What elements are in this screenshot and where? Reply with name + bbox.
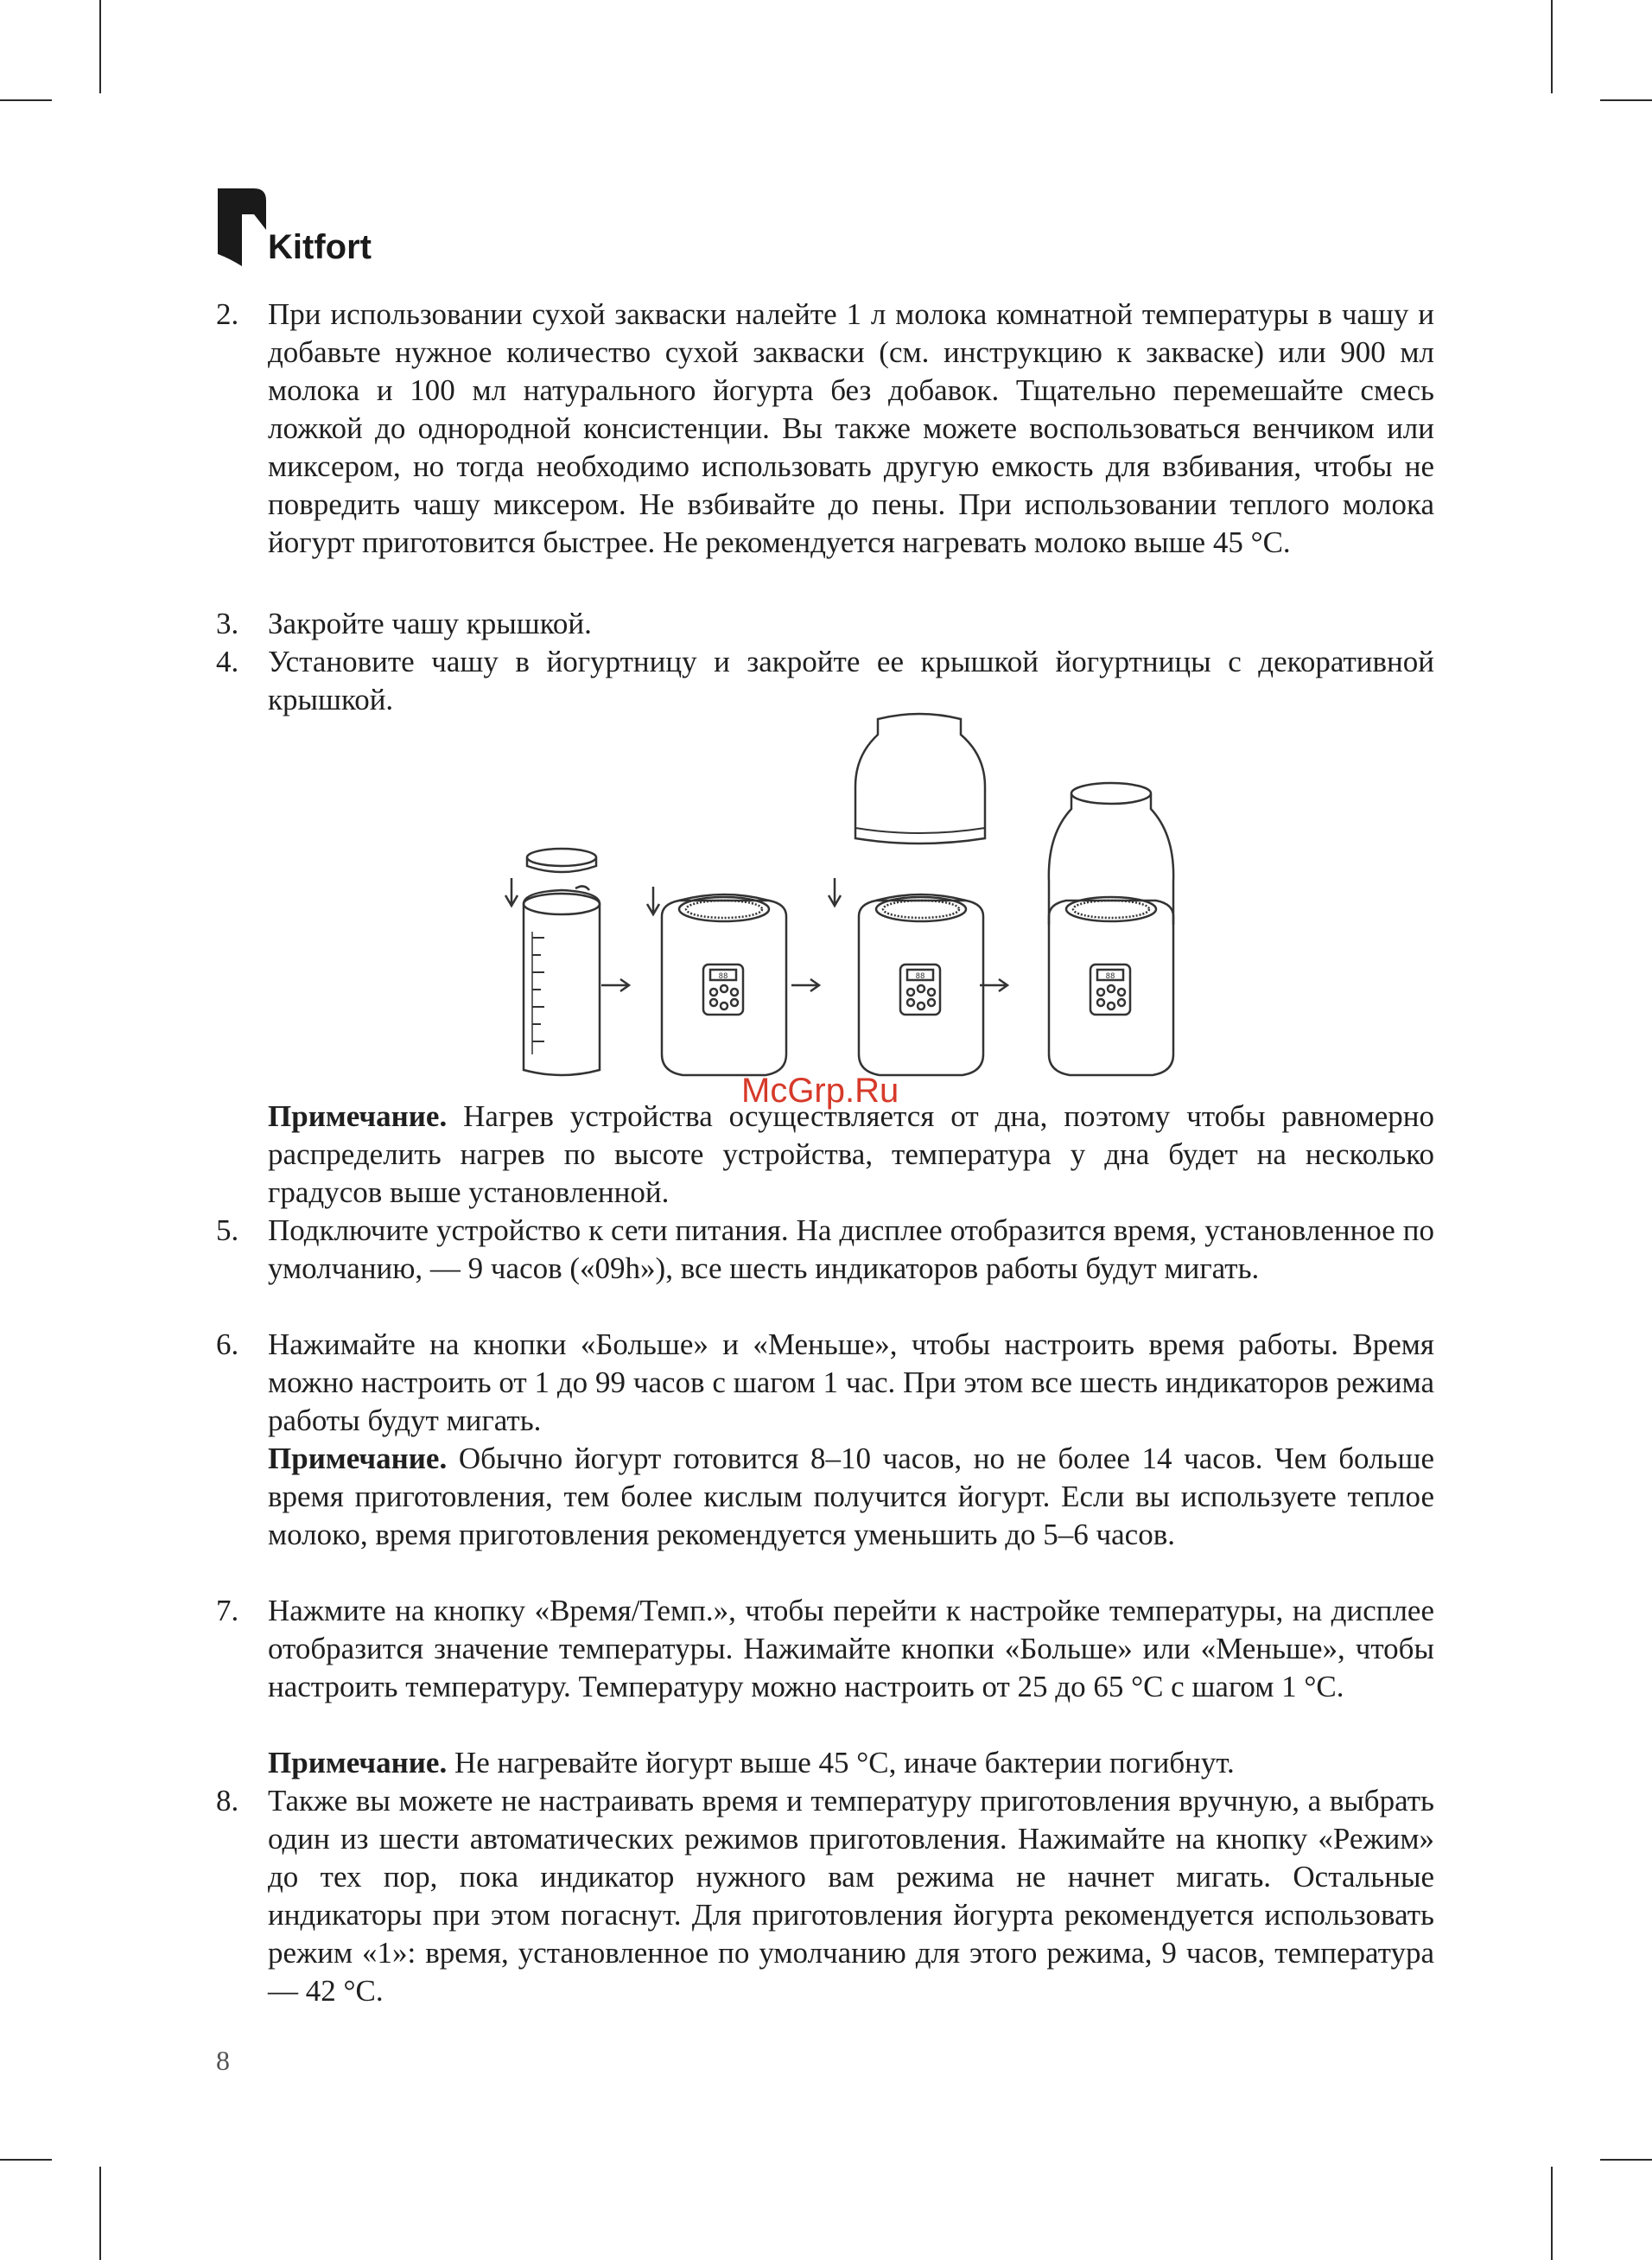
crop-mark (1551, 2167, 1553, 2260)
list-item (216, 1782, 1434, 2010)
step-text: Нажмите на кнопку «Время/Темп.», чтобы перейти к настройке температуры, на дисплее отобразится значение температуры. Нажимайте кнопки «Больше» или «Меньше», чтобы настроить температуру. Температуру можно настроить от 25 до 65 °C с шагом 1 °C. (268, 1594, 1434, 1703)
note (268, 1744, 1434, 1782)
list-item (216, 1212, 1434, 1288)
list-item (216, 605, 1434, 643)
device-display-readout: 88 (1105, 972, 1115, 981)
device-display-readout: 88 (718, 972, 728, 981)
note-label: Примечание. (268, 1099, 448, 1133)
step-number: 5. (216, 1213, 239, 1247)
note (268, 1098, 1434, 1212)
crop-mark (99, 2167, 101, 2260)
watermark: McGrp.Ru (741, 1072, 899, 1110)
step-text: Также вы можете не настраивать время и температуру приготовления вручную, а выбрать один из шести автоматических режимов приготовления. Нажимайте на кнопку «Режим» до тех пор, пока индикатор нужного вам режима не начнет мигать. Остальные индикаторы при этом погаснут. Для приготовления йогурта рекомендуется использовать режим «1»: время, установленное по умолчанию для этого режима, 9 часов, температура — 42 °C. (268, 1784, 1434, 2008)
crop-mark (1551, 0, 1553, 93)
list-item (216, 296, 1434, 562)
note (268, 1440, 1434, 1554)
step-number: 8. (216, 1784, 239, 1818)
step-text: Нажимайте на кнопки «Больше» и «Меньше», чтобы настроить время работы. Время можно настроить от 1 до 99 часов с шагом 1 час. При этом все шесть индикаторов режима работы будут мигать. (268, 1327, 1434, 1437)
list-item (216, 1326, 1434, 1440)
step-number: 4. (216, 645, 239, 678)
note-text: Обычно йогурт готовится 8–10 часов, но не более 14 часов. Чем больше время приготовления, тем более кислым получится йогурт. Если вы используете теплое молоко, время приготовления рекомендуется уменьшить до 5–6 часов. (268, 1442, 1434, 1551)
list-item (216, 643, 1434, 719)
note-text: Нагрев устройства осуществляется от дна, поэтому чтобы равномерно распределить нагрев по высоте устройства, температура у дна будет на несколько градусов выше установленной. (268, 1099, 1434, 1209)
crop-mark (0, 99, 52, 101)
assembly-illustration (492, 709, 1486, 1080)
step-number: 7. (216, 1594, 239, 1627)
crop-mark (1600, 99, 1652, 101)
note-text: Не нагревайте йогурт выше 45 °C, иначе бактерии погибнут. (447, 1746, 1235, 1779)
step-number: 3. (216, 607, 239, 640)
brand-name: Kitfort (268, 228, 372, 266)
page-number: 8 (216, 2045, 230, 2076)
step-text: Установите чашу в йогуртницу и закройте ее крышкой йогуртницы с декоративной крышкой. (268, 645, 1434, 716)
step-text: Подключите устройство к сети питания. На дисплее отобразится время, установленное по умолчанию, — 9 часов («09h»), все шесть индикаторов работы будут мигать. (268, 1213, 1434, 1285)
crop-mark (1600, 2159, 1652, 2161)
crop-mark (0, 2159, 52, 2161)
list-item (216, 1592, 1434, 1706)
step-text: При использовании сухой закваски налейте 1 л молока комнатной температуры в чашу и добавьте нужное количество сухой закваски (см. инструкцию к закваске) или 900 мл молока и 100 мл натурального йогурта без добавок. Тщательно перемешайте смесь ложкой до однородной консистенции. Вы также можете воспользоваться венчиком или миксером, но тогда необходимо использовать другую емкость для взбивания, чтобы не повредить чашу миксером. Не взбивайте до пены. При использовании теплого молока йогурт приготовится быстрее. Не рекомендуется нагревать молоко выше 45 °C. (268, 297, 1434, 559)
note-label: Примечание. (268, 1746, 448, 1779)
note-label: Примечание. (268, 1442, 448, 1475)
step-number: 2. (216, 297, 239, 331)
device-display-readout: 88 (915, 972, 925, 981)
crop-mark (99, 0, 101, 93)
step-text: Закройте чашу крышкой. (268, 607, 592, 640)
step-number: 6. (216, 1327, 239, 1361)
